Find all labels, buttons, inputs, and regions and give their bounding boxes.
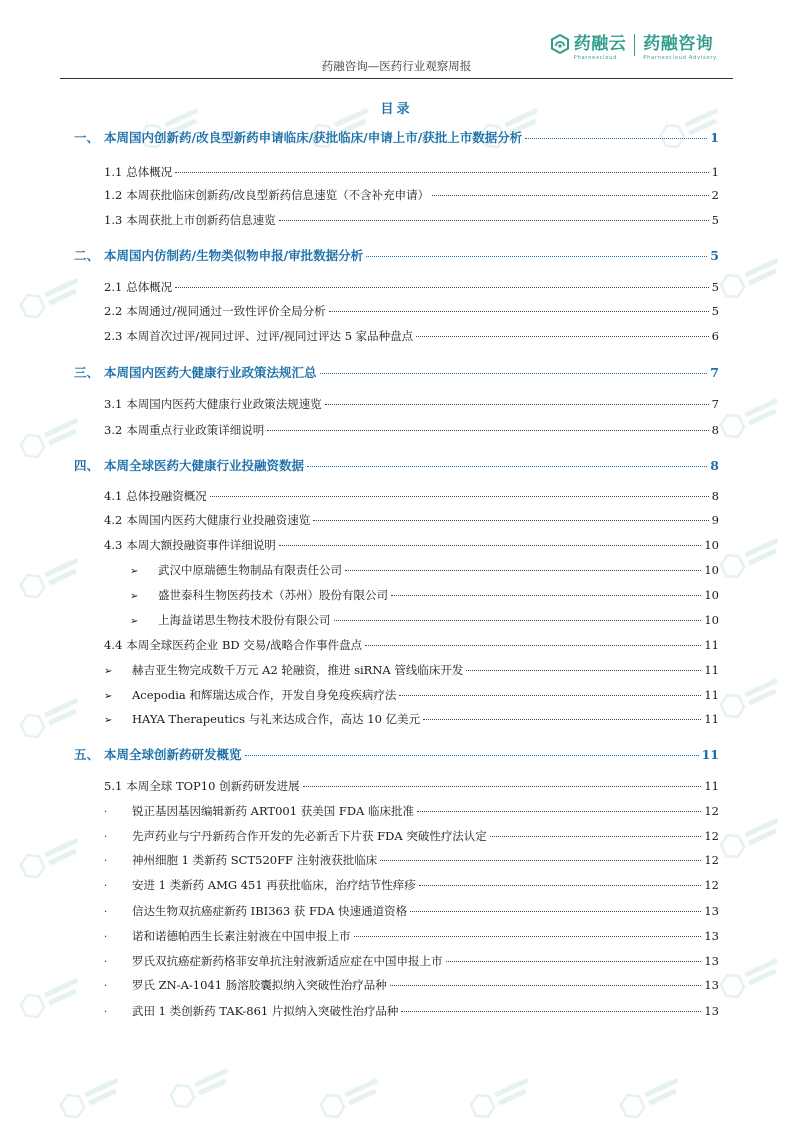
toc-leader-dots <box>366 255 707 257</box>
toc-entry-text: 盛世泰科生物医药技术（苏州）股份有限公司 <box>158 588 388 602</box>
toc-chapter-entry[interactable] <box>74 456 719 474</box>
toc-entry-number: ➢ <box>104 666 113 677</box>
toc-page-number: 11 <box>704 712 719 726</box>
toc-entry-number: 2.2 <box>104 304 123 318</box>
toc-entry-label <box>104 903 407 919</box>
toc-leader-dots <box>401 1010 701 1012</box>
toc-entry-number: 2.3 <box>104 329 123 343</box>
watermark-logo-icon <box>715 527 793 593</box>
watermark-logo-icon <box>315 1067 395 1133</box>
toc-entry-number: · <box>104 856 108 867</box>
toc-leader-dots <box>325 403 709 405</box>
toc-entry[interactable] <box>104 852 719 868</box>
toc-entry-label <box>104 422 264 438</box>
watermark-logo-icon <box>715 947 793 1013</box>
page-header <box>60 0 733 79</box>
toc-leader-dots <box>410 910 701 912</box>
toc-entry-number: 三、 <box>74 365 100 380</box>
toc-entry[interactable] <box>104 488 719 504</box>
toc-entry-text: 安进 1 类新药 AMG 451 再获批临床，治疗结节性痒疹 <box>132 878 416 892</box>
toc-leader-dots <box>419 884 702 886</box>
toc-leader-dots <box>175 286 708 288</box>
toc-entry[interactable] <box>104 422 719 438</box>
toc-entry-number: ➢ <box>130 566 139 577</box>
toc-entry-label <box>74 128 522 146</box>
watermark-logo-icon <box>715 247 793 313</box>
toc-entry-number: 1.2 <box>104 188 123 202</box>
toc-page-number: 5 <box>711 280 719 294</box>
cloud-logo-icon <box>550 34 570 54</box>
toc-leader-dots <box>329 310 709 312</box>
toc-leader-dots <box>307 465 707 467</box>
watermark-logo-icon <box>715 387 793 453</box>
toc-entry[interactable] <box>104 396 719 412</box>
toc-entry-text: 诺和诺德帕西生长素注射液在中国申报上市 <box>132 929 351 943</box>
toc-entry-label <box>74 363 317 381</box>
toc-entry-number: 2.1 <box>104 280 123 294</box>
toc-leader-dots <box>417 810 701 812</box>
toc-entry-text: 本周获批临床创新药/改良型新药信息速览（不含补充申请） <box>126 188 430 202</box>
toc-page-number: 11 <box>704 638 719 652</box>
toc-entry-text: HAYA Therapeutics 与礼来达成合作，高达 10 亿美元 <box>132 712 421 726</box>
toc-entry[interactable] <box>104 662 719 678</box>
toc-entry-text: 本周全球医药大健康行业投融资数据 <box>104 458 305 473</box>
toc-entry-label <box>104 928 351 944</box>
toc-page-number: 8 <box>711 489 719 503</box>
toc-entry-label <box>104 852 377 868</box>
toc-leader-dots <box>390 984 702 986</box>
logo-pharnexcloud <box>550 34 627 61</box>
toc-entry-number: · <box>104 907 108 918</box>
toc-page-number: 13 <box>704 954 719 968</box>
logo-right-text: 药融咨询 <box>643 34 714 54</box>
watermark-logo-icon <box>15 967 95 1033</box>
toc-entry-number: 3.1 <box>104 397 123 411</box>
toc-page-number: 7 <box>711 397 719 411</box>
toc-entry-number: 1.3 <box>104 213 123 227</box>
toc-page-number: 5 <box>711 304 719 318</box>
toc-entry-number: 4.2 <box>104 513 123 527</box>
toc-page-number: 13 <box>704 978 719 992</box>
toc-leader-dots <box>303 785 702 787</box>
toc-entry-number: 5.1 <box>104 779 123 793</box>
toc-entry-text: 锐正基因基因编辑新药 ART001 获美国 FDA 临床批准 <box>132 804 415 818</box>
toc-entry[interactable] <box>104 977 719 993</box>
toc-entry-number: ➢ <box>104 715 113 726</box>
toc-entry-number: · <box>104 807 108 818</box>
toc-leader-dots <box>490 835 702 837</box>
toc-entry-text: 本周通过/视同通过一致性评价全局分析 <box>126 304 326 318</box>
logo-left-subtext: Pharnexcloud <box>573 55 618 61</box>
logo-divider <box>634 34 635 56</box>
toc-entry-text: 本周大额投融资事件详细说明 <box>126 538 276 552</box>
watermark-logo-icon <box>15 827 95 893</box>
toc-chapter-entry[interactable] <box>74 128 719 146</box>
toc-entry-number: 1.1 <box>104 165 123 179</box>
toc-entry-number: 3.2 <box>104 423 123 437</box>
toc-entry-text: 总体概况 <box>126 165 173 179</box>
toc-page-number: 1 <box>710 130 719 145</box>
watermark-logo-icon <box>715 667 793 733</box>
toc-entry-label <box>104 953 443 969</box>
toc-entry-text: 罗氏双抗癌症新药格菲安单抗注射液新适应症在中国申报上市 <box>132 954 443 968</box>
toc-entry-label <box>104 164 172 180</box>
toc-entry-label <box>104 711 420 727</box>
toc-entry-number: · <box>104 932 108 943</box>
toc-entry[interactable] <box>104 187 719 203</box>
toc-page-number: 13 <box>704 929 719 943</box>
watermark-logo-icon <box>55 1067 135 1133</box>
toc-entry[interactable] <box>104 903 719 919</box>
toc-entry[interactable] <box>104 1003 719 1019</box>
toc-entry-text: 上海益诺思生物技术股份有限公司 <box>158 613 331 627</box>
toc-entry-label <box>104 778 300 794</box>
logo-right-subtext: Pharnexcloud Advisory <box>643 55 717 61</box>
toc-leader-dots <box>416 335 709 337</box>
toc-leader-dots <box>354 935 702 937</box>
toc-entry[interactable] <box>104 953 719 969</box>
toc-entry[interactable] <box>130 587 719 603</box>
toc-entry[interactable] <box>104 828 719 844</box>
toc-entry-label <box>104 687 396 703</box>
toc-page-number: 10 <box>704 563 719 577</box>
toc-entry-text: 本周国内医药大健康行业投融资速览 <box>126 513 311 527</box>
toc-entry-label <box>104 279 172 295</box>
toc-entry-label <box>104 187 429 203</box>
toc-entry-number: 4.4 <box>104 638 123 652</box>
toc-title: 目录 <box>380 102 413 117</box>
toc-entry[interactable] <box>104 212 719 228</box>
toc-entry-text: 罗氏 ZN-A-1041 肠溶胶囊拟纳入突破性治疗品种 <box>132 978 387 992</box>
toc-chapter-entry[interactable] <box>74 246 719 264</box>
watermark-logo-icon <box>15 687 95 753</box>
toc-entry-text: 本周国内医药大健康行业政策法规速览 <box>126 397 322 411</box>
toc-entry-label <box>104 977 387 993</box>
toc-page-number: 12 <box>704 829 719 843</box>
toc-page-number: 12 <box>704 878 719 892</box>
toc-entry-label <box>130 612 331 628</box>
toc-page-number: 10 <box>704 613 719 627</box>
toc-entry[interactable] <box>104 928 719 944</box>
toc-page-number: 2 <box>711 188 719 202</box>
toc-page-number: 12 <box>704 804 719 818</box>
watermark-logo-icon <box>715 807 793 873</box>
toc-entry-number: ➢ <box>104 691 113 702</box>
toc-entry-label <box>104 328 413 344</box>
toc-entry-label <box>74 246 363 264</box>
toc-entry-text: 本周全球医药企业 BD 交易/战略合作事件盘点 <box>126 638 363 652</box>
toc-leader-dots <box>365 644 701 646</box>
toc-entry-number: 一、 <box>74 130 100 145</box>
toc-entry[interactable] <box>104 803 719 819</box>
toc-chapter-entry[interactable] <box>74 363 719 381</box>
toc-page-number: 5 <box>711 213 719 227</box>
toc-page-number: 12 <box>704 853 719 867</box>
toc-entry-text: 本周全球创新药研发概览 <box>104 747 242 762</box>
toc-entry-label <box>74 456 304 474</box>
toc-leader-dots <box>466 669 701 671</box>
toc-page-number: 13 <box>704 1004 719 1018</box>
toc-leader-dots <box>320 372 708 374</box>
toc-entry[interactable] <box>104 711 719 727</box>
toc-entry-label <box>130 587 388 603</box>
toc-entry-text: 神州细胞 1 类新药 SCT520FF 注射液获批临床 <box>132 853 378 867</box>
toc-leader-dots <box>279 219 709 221</box>
logo-advisory <box>643 34 717 61</box>
toc-page-number: 1 <box>711 165 719 179</box>
toc-entry-label <box>104 396 322 412</box>
toc-leader-dots <box>380 859 701 861</box>
toc-entry-text: 信达生物双抗癌症新药 IBI363 获 FDA 快速通道资格 <box>132 904 408 918</box>
toc-chapter-entry[interactable] <box>74 745 719 763</box>
toc-leader-dots <box>391 594 701 596</box>
toc-entry-text: 本周获批上市创新药信息速览 <box>126 213 276 227</box>
logo-left-text: 药融云 <box>573 34 627 54</box>
toc-entry-number: · <box>104 881 108 892</box>
toc-entry-label <box>104 1003 398 1019</box>
header-title: 药融咨询—医药行业观察周报 <box>321 59 472 73</box>
toc-entry-text: 武汉中原瑞德生物制品有限责任公司 <box>158 563 342 577</box>
toc-page-number: 11 <box>704 688 719 702</box>
toc-entry[interactable] <box>130 612 719 628</box>
watermark-logo-icon <box>15 547 95 613</box>
toc-entry-number: ➢ <box>130 591 139 602</box>
toc-page-number: 11 <box>704 663 719 677</box>
toc-entry-label <box>130 562 342 578</box>
toc-page-number: 7 <box>710 365 719 380</box>
toc-entry-label <box>104 662 463 678</box>
toc-leader-dots <box>210 495 709 497</box>
toc-entry-label <box>104 488 207 504</box>
toc-entry-text: 本周全球 TOP10 创新药研发进展 <box>126 779 300 793</box>
toc-leader-dots <box>245 754 699 756</box>
toc-leader-dots <box>446 960 702 962</box>
toc-entry[interactable] <box>130 562 719 578</box>
toc-entry-label <box>104 212 276 228</box>
toc-entry-label <box>104 877 416 893</box>
toc-entry-text: 先声药业与宁丹新药合作开发的先必新舌下片获 FDA 突破性疗法认定 <box>132 829 487 843</box>
toc-entry-text: Acepodia 和辉瑞达成合作，开发自身免疫疾病疗法 <box>132 688 397 702</box>
toc-entry-text: 武田 1 类创新药 TAK-861 片拟纳入突破性治疗品种 <box>132 1004 399 1018</box>
toc-entry-label <box>104 537 276 553</box>
toc-entry-text: 本周国内创新药/改良型新药申请临床/获批临床/申请上市/获批上市数据分析 <box>104 130 523 145</box>
toc-entry-number: 4.1 <box>104 489 123 503</box>
toc-leader-dots <box>525 137 707 139</box>
toc-leader-dots <box>175 171 708 173</box>
toc-entry-text: 总体投融资概况 <box>126 489 207 503</box>
toc-leader-dots <box>345 569 701 571</box>
toc-page-number: 10 <box>704 538 719 552</box>
toc-entry-number: 四、 <box>74 458 100 473</box>
toc-page-number: 9 <box>711 513 719 527</box>
toc-entry-number: · <box>104 981 108 992</box>
toc-entry-text: 本周首次过评/视同过评、过评/视同过评达 5 家品种盘点 <box>126 329 414 343</box>
toc-leader-dots <box>313 519 708 521</box>
toc-leader-dots <box>399 694 701 696</box>
toc-leader-dots <box>432 194 709 196</box>
toc-entry-label <box>74 745 242 763</box>
toc-entry-number: 二、 <box>74 248 100 263</box>
toc-entry-number: ➢ <box>130 616 139 627</box>
toc-entry[interactable] <box>104 537 719 553</box>
toc-entry[interactable] <box>104 512 719 528</box>
toc-entry-label <box>104 512 310 528</box>
toc-entry-label <box>104 803 414 819</box>
toc-page-number: 8 <box>710 458 719 473</box>
toc-entry-number: 4.3 <box>104 538 123 552</box>
toc-leader-dots <box>334 619 702 621</box>
toc-entry[interactable] <box>104 637 719 653</box>
toc-entry[interactable] <box>104 877 719 893</box>
toc-entry[interactable] <box>104 687 719 703</box>
watermark-logo-icon <box>15 267 95 333</box>
toc-leader-dots <box>423 718 701 720</box>
toc-entry-label <box>104 637 362 653</box>
toc-entry-text: 本周重点行业政策详细说明 <box>126 423 265 437</box>
toc-entry-label <box>104 828 487 844</box>
toc-page-number: 10 <box>704 588 719 602</box>
toc-entry[interactable] <box>104 778 719 794</box>
toc-entry-text: 赫吉亚生物完成数千万元 A2 轮融资，推进 siRNA 管线临床开发 <box>132 663 464 677</box>
toc-entry-number: 五、 <box>74 747 100 762</box>
toc-page-number: 5 <box>710 248 719 263</box>
toc-leader-dots <box>279 544 702 546</box>
toc-page-number: 11 <box>701 747 719 762</box>
toc-page-number: 6 <box>711 329 719 343</box>
toc-leader-dots <box>267 429 708 431</box>
toc-entry[interactable] <box>104 279 719 295</box>
toc-entry-label <box>104 303 326 319</box>
watermark-logo-icon <box>615 1067 695 1133</box>
toc-entry-number: · <box>104 832 108 843</box>
toc-entry[interactable] <box>104 164 719 180</box>
watermark-logo-icon <box>165 1057 245 1123</box>
watermark-logo-icon <box>465 1067 545 1133</box>
toc-entry-number: · <box>104 1007 108 1018</box>
toc-page-number: 11 <box>704 779 719 793</box>
toc-entry-text: 本周国内医药大健康行业政策法规汇总 <box>104 365 317 380</box>
toc-entry[interactable] <box>104 328 719 344</box>
toc-entry-text: 总体概况 <box>126 280 173 294</box>
toc-page-number: 13 <box>704 904 719 918</box>
toc-page-number: 8 <box>711 423 719 437</box>
toc-entry-text: 本周国内仿制药/生物类似物申报/审批数据分析 <box>104 248 364 263</box>
toc-entry[interactable] <box>104 303 719 319</box>
toc-entry-number: · <box>104 957 108 968</box>
